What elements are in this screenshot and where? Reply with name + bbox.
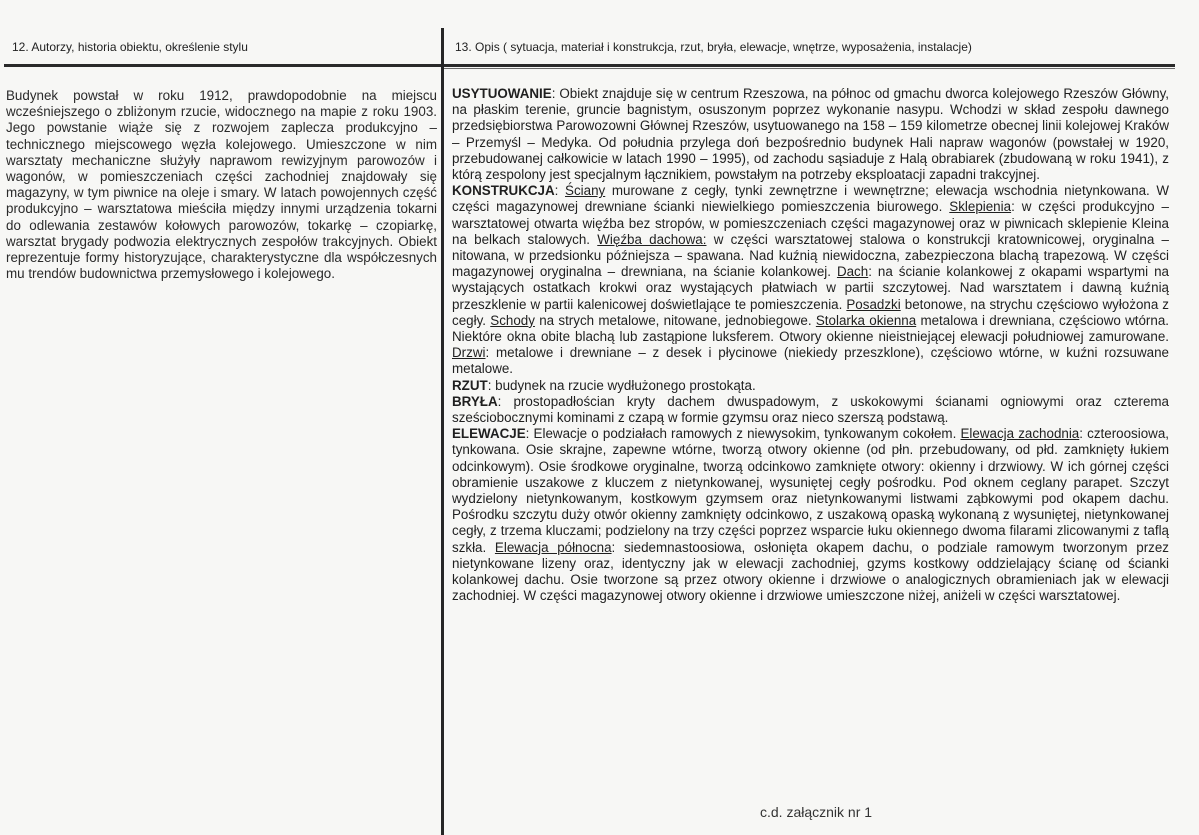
drzwi-label: Drzwi: [452, 345, 486, 361]
dach-label: Dach: [836, 264, 869, 280]
rzut-paragraph: [452, 378, 1169, 394]
history-text: Budynek powstał w roku 1912, prawdopodobnie na miejscu wcześniejszego o zbliżonym rzucie, widocznego na mapie z roku 1903. Jego powstanie wiąże się z rozwojem zaplecza produkcyjno – technicznego miejscowego węzła kolejowego. Umieszczone w nim warsztaty mechaniczne służyły naprawom rewizyjnym parowozów i wagonów, w pomieszczeniach części zachodniej znajdowały się magazyny, w tym piwnice na oleje i smary. W latach powojennych część produkcyjno – warsztatowa mieściła między innymi urządzenia tokarni do odlewania zestawów kołowych parowozów, tokarkę – czopiarkę, warsztat brygady podwozia elektrycznych zespołów trakcyjnych. Obiekt reprezentuje formy historyzujące, charakterystyczne dla współczesnych mu trendów budownictwa przemysłowego i kolejowego.: [6, 88, 437, 282]
konstrukcja-paragraph: [452, 183, 1169, 377]
konstrukcja-text-d: w części warsztatowej stalowa o konstrukcji kratownicowej, oryginalna – nitowana, w przedsionku późniejsza – spawana. Nad kuźnią niewidoczna, zabezpieczona blachą trapezową. W części magazynowej oryginalna – drewniana, na ścianie kolankowej.: [452, 231, 1169, 280]
konstrukcja-text-i: : metalowe i drewniane – z desek i płycinowe (niekiedy przeszklone), częściowo wtórne, w kuźni rozsuwane metalowe.: [452, 345, 1169, 377]
elewacja-polnocna-label: Elewacja północna: [494, 539, 612, 555]
elewacje-text-a: : Elewacje o podziałach ramowych z niewysokim, tynkowanym cokołem.: [525, 426, 961, 442]
elewacje-paragraph: [452, 426, 1169, 604]
konstrukcja-label: KONSTRUKCJA: [452, 183, 555, 199]
usytuowanie-label: USYTUOWANIE: [452, 86, 552, 101]
rzut-label: RZUT: [452, 377, 488, 393]
sciany-label: Ściany: [565, 183, 606, 199]
rzut-text: : budynek na rzucie wydłużonego prostokąta.: [487, 377, 756, 393]
elewacja-zachodnia-label: Elewacja zachodnia: [960, 426, 1080, 442]
konstrukcja-text-b: murowane z cegły, tynki zewnętrzne i wewnętrzne; elewacja wschodnia nietynkowana. W części magazynowej drewniane ścianki niewielkiego pomieszczenia biurowego.: [452, 183, 1169, 215]
konstrukcja-text-g: na strych metalowe, nitowane, jednobiegowe.: [534, 312, 816, 328]
usytuowanie-paragraph: [452, 86, 1169, 183]
header-divider-thin: [444, 68, 1175, 69]
elewacje-label: ELEWACJE: [452, 426, 526, 442]
konstrukcja-text-a: :: [554, 183, 566, 199]
bryla-label: BRYŁA: [452, 393, 498, 409]
wiezba-label: Więźba dachowa:: [597, 231, 707, 247]
konstrukcja-text-h: metalowa i drewniana, częściowo wtórna. Niektóre okna obite blachą lub zastąpione luksferem. Otwory okienne nieistniejącej elewacji południowej zamurowane.: [452, 312, 1170, 345]
header-divider: [4, 64, 1175, 67]
konstrukcja-text-f: betonowe, na strychu częściowo wyłożona z cegły.: [452, 296, 1170, 328]
continuation-note: c.d. załącznik nr 1: [760, 804, 873, 820]
konstrukcja-text-e: : na ścianie kolankowej z okapami wspartymi na wystających ostatkach krokwi oraz wystających płatwiach w partii szczytowej. Nad warsztatem i dawną kuźnią przeszklenie w partii kalenicowej doświetlające te pomieszczenia.: [452, 264, 1169, 312]
description-text: [452, 86, 1169, 605]
konstrukcja-text-c: : w części produkcyjno – warsztatowej otwarta więźba bez stropów, w pomieszczeniach części magazynowej oraz w piwnicach sklepienie Kleina na belkach stalowych.: [452, 199, 1169, 247]
elewacje-text-c: : siedemnastoosiowa, osłonięta okapem dachu, o podziale ramowym tworzonym przez nietynkowane lizeny oraz, identyczny jak w elewacji zachodniej, gzyms kostkowy oddzielający ścianę od ścianki kolankowej dachu. Osie tworzone są przez otwory okienne i drzwiowe o analogicznych obramieniach jak w elewacji zachodniej. W części magazynowej otwory okienne i drzwiowe umieszczone niżej, aniżeli w części warsztatowej.: [452, 539, 1169, 604]
schody-label: Schody: [490, 312, 535, 328]
posadzki-label: Posadzki: [846, 296, 901, 312]
section-13-header: 13. Opis ( sytuacja, materiał i konstrukcja, rzut, bryła, elewacje, wnętrze, wyposażenia, instalacje): [455, 40, 972, 54]
elewacje-text-b: : czteroosiowa, tynkowana. Osie skrajne, zapewne wtórne, tworzą otwory okienne (od płn. przebudowany, od płd. zamknięty łukiem odcinkowym). Osie środkowe oryginalne, tworzą odcinkowo zamknięte otwory: okienny i drzwiowy. W ich górnej części obramienie uszakowe z kluczem z nietynkowanej, wysuniętej cegły pośrodku. Pod oknem ceglany parapet. Szczyt wydzielony nietynkowanym, kostkowym gzymsem oraz nietynkowanymi listwami ząbkowymi pod okapem dachu. Pośrodku szczytu duży otwór okienny zamknięty odcinkowo, z uszakową opaską wykonaną z wysuniętej, nietynkowanej cegły, z trzema kluczami; podzielony na trzy części poprzez wsparcie łuku okiennego dwoma filarami zlicowanymi z taflą szkła.: [452, 426, 1170, 555]
section-12-header: 12. Autorzy, historia obiektu, określenie stylu: [12, 40, 248, 54]
usytuowanie-text: : Obiekt znajduje się w centrum Rzeszowa, na północ od gmachu dworca kolejowego Rzeszów Główny, na płaskim terenie, gruncie bagnistym, osuszonym poprzez wykonanie nasypu. Wchodzi w skład zespołu dawnego przedsiębiorstwa Parowozowni Głównej Rzeszów, usytuowanego na 158 – 159 kilometrze obecnej linii kolejowej Kraków – Przemyśl – Medyka. Od południa przylega doń bezpośrednio budynek Hali napraw wagonów (powstałej w 1920, przebudowanej całkowicie w latach 1990 – 1995), od zachodu sąsiaduje z Halą obrabiarek (zbudowaną w roku 1941), z którą zespolony jest specjalnym łącznikiem, powstałym na potrzeby eksploatacji zapadni trakcyjnej.: [452, 86, 1169, 183]
bryla-text: : prostopadłościan kryty dachem dwuspadowym, z uskokowymi ścianami ogniowymi oraz czterema sześciobocznymi kominami z czapą w formie gzymsu oraz nieco szerszą podstawą.: [452, 393, 1169, 426]
bryla-paragraph: [452, 394, 1169, 426]
stolarka-label: Stolarka okienna: [815, 312, 917, 328]
column-divider: [441, 28, 444, 835]
sklepienia-label: Sklepienia: [949, 199, 1012, 215]
